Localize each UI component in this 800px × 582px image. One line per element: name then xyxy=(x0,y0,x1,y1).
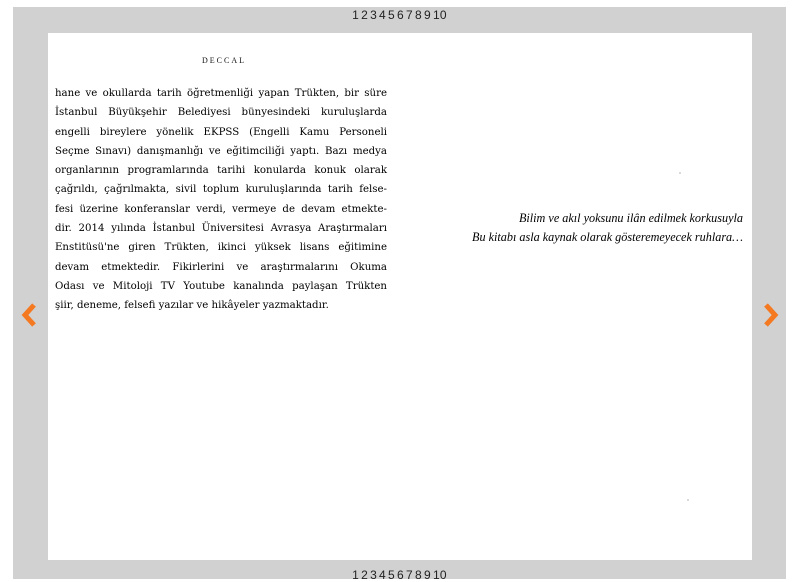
text-line: Odası ve Mitoloji TV Youtube kanalında paylaşan Trükten xyxy=(55,280,387,292)
text-line: şiir, deneme, felsefi yazılar ve hikâyeler yazmaktadır. xyxy=(55,300,329,312)
page-link-2[interactable]: 2 xyxy=(361,568,369,582)
text-line: hane ve okullarda tarih öğretmenliği yapan Trükten, bir süre xyxy=(55,88,387,99)
next-page-button[interactable] xyxy=(761,302,781,328)
text-line: fesi üzerine konferanslar verdi, vermeye de devam etmekte- xyxy=(55,203,387,215)
chevron-right-icon xyxy=(761,302,781,328)
text-line: dir. 2014 yılında İstanbul Üniversitesi Avrasya Araştırmaları xyxy=(55,223,387,235)
page-link-3[interactable]: 3 xyxy=(370,568,378,582)
page-link-6[interactable]: 6 xyxy=(397,8,404,22)
page-link-9[interactable]: 9 xyxy=(423,8,431,22)
page-link-8[interactable]: 8 xyxy=(414,8,422,22)
page-link-10[interactable]: 10 xyxy=(432,568,447,582)
running-head: DECCAL xyxy=(202,56,246,65)
chevron-left-icon xyxy=(19,302,39,328)
text-line: Enstitüsü'ne giren Trükten, ikinci yüksek lisans eğitimine xyxy=(55,242,387,254)
pagination-bottom xyxy=(13,568,786,582)
left-page xyxy=(48,33,400,560)
page-link-7[interactable]: 7 xyxy=(406,568,413,582)
text-line: çağrıldı, çağrılmakta, sivil toplum kuruluşlarında tarih felse- xyxy=(55,184,387,196)
text-line: İstanbul Büyükşehir Belediyesi bünyesindeki kuruluşlarda xyxy=(55,107,387,119)
page-link-5[interactable]: 5 xyxy=(388,8,396,22)
dedication xyxy=(403,209,743,247)
page-link-1[interactable]: 1 xyxy=(352,8,360,22)
scan-speck xyxy=(687,499,689,501)
page-link-4[interactable]: 4 xyxy=(379,8,387,22)
dedication-line: Bu kitabı asla kaynak olarak gösteremeyecek ruhlara… xyxy=(472,230,743,244)
previous-page-button[interactable] xyxy=(19,302,39,328)
body-text xyxy=(55,84,387,316)
page-link-3[interactable]: 3 xyxy=(370,8,378,22)
page-link-10[interactable]: 10 xyxy=(432,8,447,22)
page-link-6[interactable]: 6 xyxy=(397,568,404,582)
text-line: organlarının programlarında tarihi konularda konuk olarak xyxy=(55,165,387,177)
text-line: Seçme Sınavı) danışmanlığı ve eğitimciliği yaptı. Bazı medya xyxy=(55,145,387,157)
text-line: devam etmektedir. Fikirlerini ve araştırmalarını Okuma xyxy=(55,261,387,273)
page-link-8[interactable]: 8 xyxy=(414,568,422,582)
page-link-7[interactable]: 7 xyxy=(406,8,413,22)
book-spread xyxy=(48,33,752,560)
text-line: engelli bireylere yönelik EKPSS (Engelli Kamu Personeli xyxy=(55,126,387,138)
page-link-1[interactable]: 1 xyxy=(352,568,360,582)
right-page xyxy=(400,33,752,560)
pagination-top xyxy=(13,8,786,22)
scan-speck xyxy=(679,172,681,174)
page-link-5[interactable]: 5 xyxy=(388,568,396,582)
book-viewer xyxy=(13,7,786,582)
page-link-9[interactable]: 9 xyxy=(423,568,431,582)
page-link-2[interactable]: 2 xyxy=(361,8,369,22)
page-link-4[interactable]: 4 xyxy=(379,568,387,582)
dedication-line: Bilim ve akıl yoksunu ilân edilmek korkusuyla xyxy=(518,211,743,225)
